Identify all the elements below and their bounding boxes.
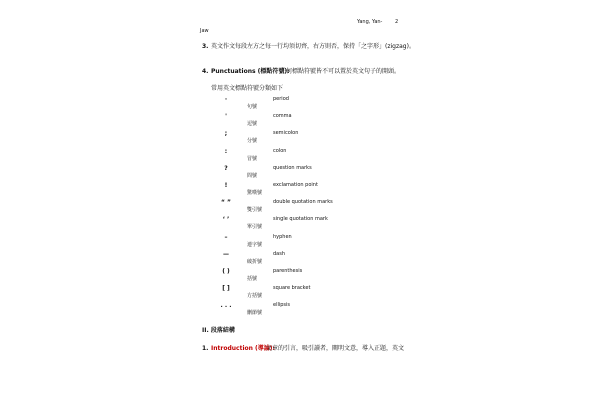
punctuation-mark: . . . [220, 302, 232, 310]
punctuation-row [220, 235, 420, 252]
punctuation-english-name: exclamation point [273, 181, 318, 188]
punctuation-english-name: question marks [273, 164, 312, 171]
punctuation-english-name: parenthesis [273, 267, 303, 274]
punctuation-chinese-name: 括號 [247, 275, 258, 282]
punctuation-english-name: comma [273, 113, 292, 120]
punctuation-row [220, 269, 420, 286]
punctuation-mark: — [223, 250, 229, 258]
punctuation-row [220, 200, 420, 217]
punctuation-english-name: square bracket [273, 285, 311, 292]
item-1-title: Introduction (導論): [211, 345, 275, 352]
punctuation-english-name: colon [273, 147, 287, 154]
punctuation-chinese-name: 冒號 [247, 155, 258, 162]
punctuation-chinese-name: 分號 [247, 138, 258, 145]
punctuation-row [220, 97, 420, 114]
item-4-text: 任何標點符號皆不可以置於英文句子的開頭。 [280, 68, 401, 75]
header-author-name: Yang, Yan- [357, 19, 383, 25]
punctuation-row [220, 114, 420, 131]
punctuation-english-name: dash [273, 250, 286, 257]
punctuation-list [220, 97, 420, 320]
punctuation-mark: [ ] [222, 285, 230, 293]
punctuation-english-name: semicolon [273, 130, 299, 137]
item-4-number: 4. [202, 68, 209, 75]
punctuation-english-name: ellipsis [273, 302, 291, 309]
punctuation-english-name: period [273, 96, 289, 102]
punctuation-chinese-name: 刪節號 [247, 310, 263, 317]
punctuation-mark: · [224, 96, 228, 103]
punctuation-mark: ; [224, 130, 228, 138]
punctuation-mark: “ ” [221, 199, 231, 207]
punctuation-row [220, 149, 420, 166]
punctuation-english-name: hyphen [273, 233, 292, 240]
punctuation-chinese-name: 句號 [247, 104, 258, 110]
punctuation-row [220, 286, 420, 303]
punctuation-chinese-name: 方括號 [247, 293, 263, 300]
punctuation-chinese-name: 連字號 [247, 241, 263, 248]
header-author-name-continued: Jaw [200, 28, 209, 34]
item-3-text: 英文作文每段左方之每一行均須切齊，右方則否，保持「之字形」(zigzag)。 [211, 43, 415, 50]
punctuation-mark: ' [225, 113, 227, 121]
item-4-title: Punctuations (標點符號): [211, 68, 290, 75]
item-1-number: 1. [202, 345, 209, 352]
item-1-text: 文章的引言，吸引讀者，闡明文意，導入正題，英文 [266, 345, 405, 352]
punctuation-chinese-name: 逗號 [247, 121, 258, 128]
section-2-heading: II. 段落結構 [202, 327, 235, 334]
punctuation-chinese-name: 破折號 [247, 258, 263, 265]
punctuation-row [220, 252, 420, 269]
punctuation-row [220, 217, 420, 234]
punctuation-chinese-name: 雙引號 [247, 207, 263, 214]
punctuation-mark: ( ) [222, 267, 230, 275]
punctuation-row [220, 303, 420, 320]
punctuation-chinese-name: 驚嘆號 [247, 189, 263, 196]
punctuation-english-name: double quotation marks [273, 199, 333, 206]
punctuation-mark: : [224, 147, 228, 155]
punctuation-chinese-name: 單引號 [247, 224, 263, 231]
punctuation-row [220, 166, 420, 183]
item-4-intro: 常用英文標點符號分類如下 [211, 85, 284, 92]
header-page-number: 2 [395, 19, 399, 25]
punctuation-mark: ! [224, 181, 228, 189]
punctuation-row [220, 131, 420, 148]
punctuation-row [220, 183, 420, 200]
punctuation-chinese-name: 問號 [247, 172, 258, 179]
punctuation-mark: ‘ ’ [222, 216, 230, 224]
item-3-number: 3. [202, 43, 209, 50]
punctuation-mark: ? [224, 164, 228, 172]
punctuation-english-name: single quotation mark [273, 216, 328, 223]
punctuation-mark: – [224, 233, 228, 241]
